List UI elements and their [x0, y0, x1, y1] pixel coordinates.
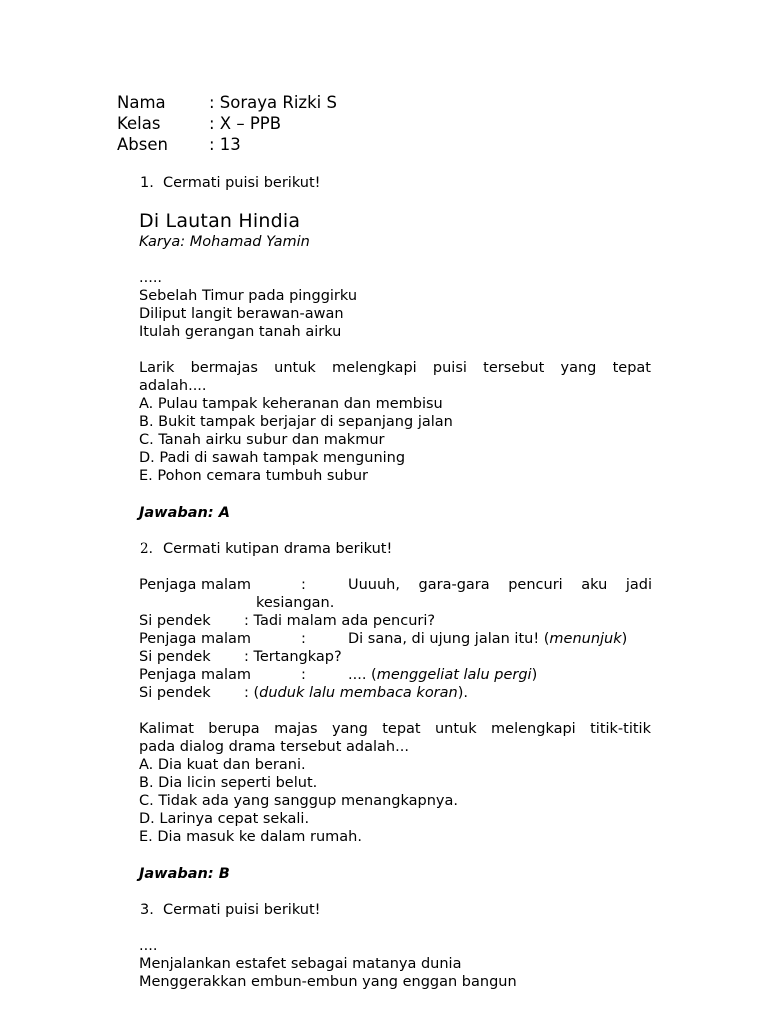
q1-question-end: adalah.... [139, 378, 207, 394]
dialog-text: .... ( [348, 667, 377, 683]
q1-answer: Jawaban: A [139, 505, 230, 521]
dialog-line: : Tadi malam ada pencuri? [244, 613, 436, 629]
nama-label: Nama [117, 93, 166, 112]
q2-option-d: D. Larinya cepat sekali. [139, 811, 310, 827]
stage-direction: menggeliat lalu pergi [376, 667, 532, 683]
q2-answer: Jawaban: B [139, 866, 230, 882]
poem-line: Diliput langit berawan-awan [139, 306, 344, 322]
speaker-short: Si pendek [139, 649, 211, 665]
dialog-text: : ( [244, 685, 260, 701]
dialog-line [244, 684, 468, 702]
dialog-line [348, 630, 627, 648]
q1-option-d: D. Padi di sawah tampak menguning [139, 450, 406, 466]
dialog-paren: ) [621, 631, 628, 647]
speaker-short: Si pendek [139, 685, 211, 701]
q2-question: Kalimat berupa majas yang tepat untuk melengkapi titik-titik [139, 721, 651, 737]
poem-line: Menggerakkan embun-embun yang enggan bangun [139, 974, 517, 990]
speaker-guard: Penjaga malam [139, 631, 251, 647]
q2-prompt: Cermati kutipan drama berikut! [163, 541, 393, 557]
dialog-line: Uuuuh, gara-gara pencuri aku jadi [348, 577, 652, 593]
q3-prompt: Cermati puisi berikut! [163, 902, 321, 918]
q1-number: 1. [140, 175, 154, 191]
poem-line: ..... [139, 270, 163, 286]
q2-question-end: pada dialog drama tersebut adalah... [139, 739, 409, 755]
dialog-colon: : [301, 577, 306, 593]
q1-option-a: A. Pulau tampak keheranan dan membisu [139, 396, 443, 412]
dialog-text: Di sana, di ujung jalan itu! ( [348, 631, 550, 647]
speaker-short: Si pendek [139, 613, 211, 629]
speaker-guard: Penjaga malam [139, 577, 251, 593]
nama-value: : Soraya Rizki S [209, 93, 337, 112]
dialog-paren: ) [531, 667, 538, 683]
dialog-line [348, 666, 537, 684]
dialog-line-cont: kesiangan. [256, 595, 335, 611]
q1-option-c: C. Tanah airku subur dan makmur [139, 432, 385, 448]
absen-value: : 13 [209, 135, 241, 154]
poem-line: .... [139, 938, 158, 954]
dialog-paren: ). [457, 685, 469, 701]
stage-direction: duduk lalu membaca koran [259, 685, 458, 701]
q1-option-e: E. Pohon cemara tumbuh subur [139, 468, 368, 484]
q1-prompt: Cermati puisi berikut! [163, 175, 321, 191]
poem-author: Karya: Mohamad Yamin [139, 234, 310, 250]
poem-line: Itulah gerangan tanah airku [139, 324, 342, 340]
kelas-label: Kelas [117, 114, 161, 133]
stage-direction: menunjuk [549, 631, 622, 647]
absen-label: Absen [117, 135, 168, 154]
q2-option-a: A. Dia kuat dan berani. [139, 757, 306, 773]
speaker-guard: Penjaga malam [139, 667, 251, 683]
poem-line: Sebelah Timur pada pinggirku [139, 288, 358, 304]
poem-title: Di Lautan Hindia [139, 210, 301, 232]
q1-option-b: B. Bukit tampak berjajar di sepanjang jalan [139, 414, 453, 430]
kelas-value: : X – PPB [209, 114, 282, 133]
poem-line: Menjalankan estafet sebagai matanya dunia [139, 956, 462, 972]
q3-number: 3. [140, 902, 154, 918]
q2-number: 2. [140, 541, 153, 557]
q2-option-e: E. Dia masuk ke dalam rumah. [139, 829, 362, 845]
q2-option-b: B. Dia licin seperti belut. [139, 775, 318, 791]
q1-question: Larik bermajas untuk melengkapi puisi tersebut yang tepat [139, 360, 651, 376]
dialog-colon: : [301, 667, 306, 683]
dialog-colon: : [301, 631, 306, 647]
q2-option-c: C. Tidak ada yang sanggup menangkapnya. [139, 793, 458, 809]
dialog-line: : Tertangkap? [244, 649, 342, 665]
